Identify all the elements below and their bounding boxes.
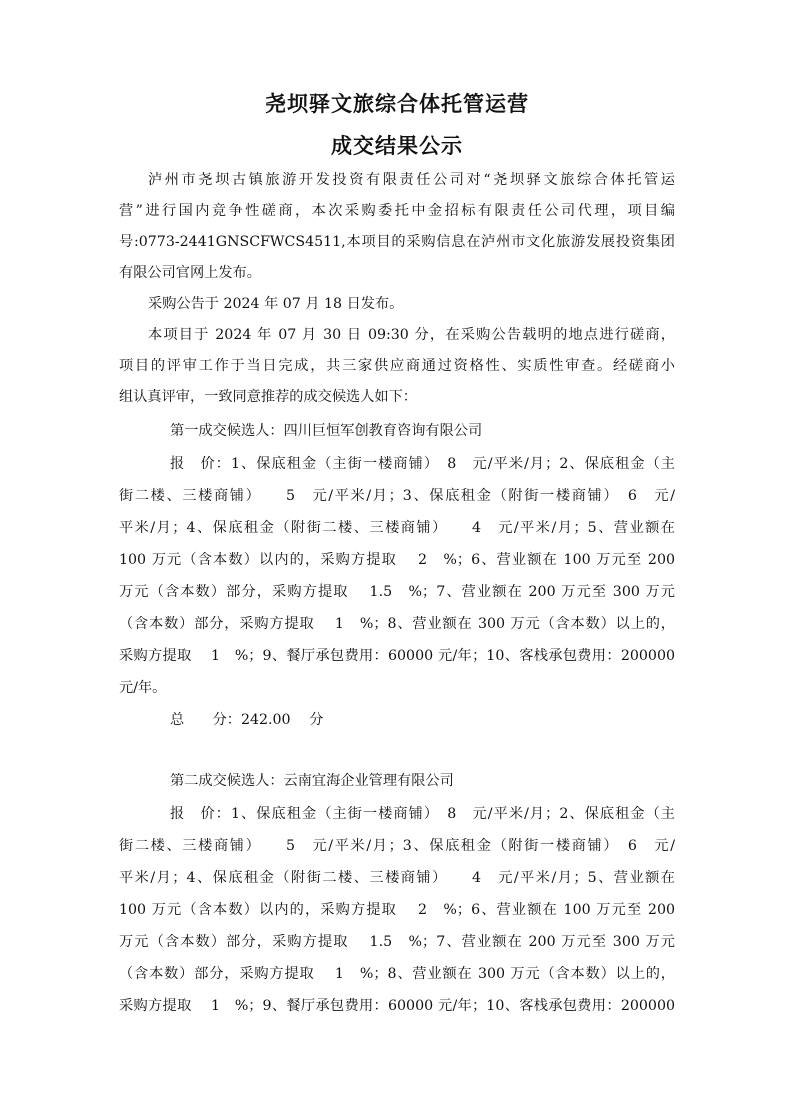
intro-paragraph-line: 有限公司官网上发布。 (119, 265, 261, 281)
candidate-1-quote-line: （含本数）部分，采购方提取 1 %；8、营业额在 300 万元（含本数）以上的， (119, 616, 675, 632)
candidate-1-quote-line: 街二楼、三楼商铺） 5 元/平米/月；3、保底租金（附街一楼商铺） 6 元/ (119, 488, 675, 504)
document-title: 尧坝驿文旅综合体托管运营 (265, 92, 529, 116)
candidate-1-quote-line: 采购方提取 1 %；9、餐厅承包费用：60000 元/年；10、客栈承包费用：200000 (119, 648, 675, 664)
candidate-1-quote-line: 报 价：1、保底租金（主街一楼商铺） 8 元/平米/月；2、保底租金（主 (170, 456, 675, 472)
candidate-2-quote-line: 街二楼、三楼商铺） 5 元/平米/月；3、保底租金（附街一楼商铺） 6 元/ (119, 838, 675, 854)
candidate-1-quote-line: 元/年。 (119, 680, 167, 696)
review-paragraph-line: 项目的评审工作于当日完成，共三家供应商通过资格性、实质性审查。经磋商小 (119, 358, 675, 374)
candidate-2-quote-line: 采购方提取 1 %；9、餐厅承包费用：60000 元/年；10、客栈承包费用：200000 (119, 998, 675, 1014)
review-paragraph-line: 组认真评审，一致同意推荐的成交候选人如下： (119, 389, 417, 405)
candidate-2-quote-line: 万元（含本数）部分，采购方提取 1.5 %；7、营业额在 200 万元至 300 万元 (119, 934, 675, 950)
candidate-1-quote-line: 万元（含本数）部分，采购方提取 1.5 %；7、营业额在 200 万元至 300 万元 (119, 584, 675, 600)
candidate-1-heading: 第一成交候选人：四川巨恒军创教育咨询有限公司 (170, 423, 483, 439)
candidate-2-quote-line: 报 价：1、保底租金（主街一楼商铺） 8 元/平米/月；2、保底租金（主 (170, 806, 675, 822)
candidate-2-quote-line: 100 万元（含本数）以内的，采购方提取 2 %；6、营业额在 100 万元至 200 (119, 902, 675, 918)
candidate-2-quote-line: （含本数）部分，采购方提取 1 %；8、营业额在 300 万元（含本数）以上的， (119, 966, 675, 982)
announcement-date-line: 采购公告于 2024 年 07 月 18 日发布。 (148, 296, 404, 312)
intro-paragraph-line: 泸州市尧坝古镇旅游开发投资有限责任公司对“尧坝驿文旅综合体托管运 (148, 172, 675, 188)
review-paragraph-line: 本项目于 2024 年 07 月 30 日 09:30 分，在采购公告载明的地点进行磋商， (148, 327, 675, 343)
candidate-1-score: 总 分：242.00 分 (170, 712, 324, 728)
document-subtitle: 成交结果公示 (331, 134, 463, 158)
candidate-1-quote-line: 平米/月；4、保底租金（附街二楼、三楼商铺） 4 元/平米/月；5、营业额在 (119, 520, 675, 536)
candidate-1-quote-line: 100 万元（含本数）以内的，采购方提取 2 %；6、营业额在 100 万元至 200 (119, 552, 675, 568)
intro-paragraph-line: 号:0773-2441GNSCFWCS4511,本项目的采购信息在泸州市文化旅游发展投资集团 (119, 234, 675, 250)
intro-paragraph-line: 营”进行国内竞争性磋商，本次采购委托中金招标有限责任公司代理，项目编 (119, 203, 675, 219)
candidate-2-quote-line: 平米/月；4、保底租金（附街二楼、三楼商铺） 4 元/平米/月；5、营业额在 (119, 870, 675, 886)
candidate-2-heading: 第二成交候选人：云南宜海企业管理有限公司 (170, 773, 454, 789)
